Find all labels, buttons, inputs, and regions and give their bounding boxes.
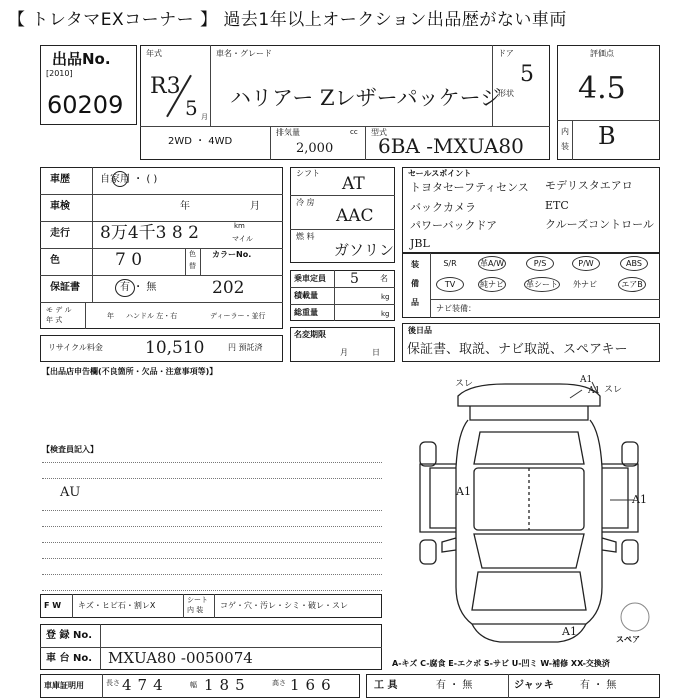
fw-label: F W xyxy=(44,601,62,610)
damage-mark: A1 xyxy=(632,493,647,506)
name-change-month: 月 xyxy=(340,348,348,357)
color-change-label-1: 色 xyxy=(189,250,196,258)
sales-point: モデリスタエアロ xyxy=(545,179,633,192)
shaken-year: 年 xyxy=(180,201,190,212)
reki-label: 車歴 xyxy=(50,174,70,185)
equip-abs: ABS xyxy=(620,256,648,271)
interior-label-2: 装 xyxy=(561,142,569,151)
equip-ps: P/S xyxy=(526,256,554,271)
equip-leather-aw: 革A/W xyxy=(478,256,506,271)
name-change-label: 名変期限 xyxy=(294,330,326,339)
equip-sr: S/R xyxy=(443,259,457,268)
colorno-value: 202 xyxy=(212,278,245,298)
capacity-unit: 名 xyxy=(380,274,388,283)
capacity-label: 乗車定員 xyxy=(294,274,326,283)
interior-value: B xyxy=(598,122,616,150)
shape-label: 形状 xyxy=(498,89,514,98)
score-label: 評価点 xyxy=(590,49,614,58)
warranty-value: 有 ・ 無 xyxy=(120,282,157,293)
damage-mark: A1 xyxy=(456,485,471,498)
damage-mark: A1 xyxy=(562,625,577,638)
fuel-label: 燃 料 xyxy=(296,232,315,241)
load-unit: kg xyxy=(381,293,390,301)
height-value: 166 xyxy=(290,676,337,694)
door-value: 5 xyxy=(520,62,534,87)
tools-label: 工 具 xyxy=(374,680,398,691)
seat-label-1: シート xyxy=(187,596,208,604)
sales-points-label: セールスポイント xyxy=(408,169,472,178)
seat-label-2: 内 装 xyxy=(187,606,204,614)
door-label: ドア xyxy=(498,49,514,58)
mileage-unit-mile: マイル xyxy=(232,235,253,243)
sales-point: JBL xyxy=(410,237,430,250)
warranty-label: 保証書 xyxy=(50,282,80,293)
reg-no-label: 登 録 No. xyxy=(46,630,93,641)
year-era: R3 xyxy=(150,74,181,99)
jack-value: 有 ・ 無 xyxy=(580,680,617,691)
color-change-label-2: 替 xyxy=(189,262,196,270)
equip-tv: TV xyxy=(436,277,464,292)
damage-mark: スレ xyxy=(604,385,623,395)
handle-label: ハンドル 左・右 xyxy=(126,312,178,320)
accessories-value: 保証書、取説、ナビ取説、スペアキー xyxy=(407,342,628,357)
equip-leather-seat: 革シート xyxy=(524,277,560,292)
equip-pw: P/W xyxy=(572,256,600,271)
tools-value: 有 ・ 無 xyxy=(436,680,473,691)
car-damage-diagram xyxy=(400,372,660,652)
dealer-label: ディーラー・並行 xyxy=(210,312,266,320)
length-value: 474 xyxy=(122,676,169,694)
interior-label-1: 内 xyxy=(561,127,569,136)
mileage-label: 走行 xyxy=(50,228,70,239)
equip-genuine-navi: 純ナビ xyxy=(478,277,506,292)
shift-value: AT xyxy=(342,174,365,194)
seller-notes-label: 【出品店申告欄(不良箇所・欠品・注意事項等)】 xyxy=(42,367,218,376)
name-label: 車名・グレード xyxy=(216,49,272,58)
displacement-unit: cc xyxy=(350,128,358,136)
sales-point: バックカメラ xyxy=(410,201,476,214)
gross-label: 総重量 xyxy=(294,308,318,317)
sales-point: パワーバックドア xyxy=(410,219,498,232)
lot-year-tag: [2010] xyxy=(46,69,73,78)
model-year-label-2: 年 式 xyxy=(46,316,63,324)
equipment-label-3: 品 xyxy=(411,298,419,307)
width-value: 185 xyxy=(204,676,251,694)
header-banner: 【 トレタマEXコーナー 】 過去1年以上オークション出品歴がない車両 xyxy=(0,0,700,34)
damage-mark: スレ xyxy=(455,379,474,389)
spare-label: スペア xyxy=(616,635,640,644)
color-value: 7 0 xyxy=(115,250,143,270)
name-value: ハリアー Zレザーパッケージ xyxy=(230,86,502,110)
sales-point: クルーズコントロール xyxy=(545,218,654,231)
accessories-label: 後日品 xyxy=(408,326,432,335)
displacement-value: 2,000 xyxy=(296,141,334,156)
sales-point: ETC xyxy=(545,199,569,212)
reki-value: 自家用 ・ ( ) xyxy=(100,174,158,185)
length-label: 長さ xyxy=(106,679,120,687)
private-use-circle xyxy=(112,171,128,187)
name-change-day: 日 xyxy=(372,348,380,357)
shift-label: シフト xyxy=(296,169,320,178)
score-value: 4.5 xyxy=(578,71,626,106)
month-unit: 月 xyxy=(201,113,208,121)
sales-point: トヨタセーフティセンス xyxy=(410,181,529,194)
lot-number: 60209 xyxy=(47,91,124,119)
width-label: 幅 xyxy=(190,681,197,689)
colorno-label: カラーNo. xyxy=(212,250,252,259)
model-label: 型式 xyxy=(371,128,387,137)
model-year-unit: 年 xyxy=(107,312,114,320)
damage-legend: A-キズ C-腐食 E-エクボ S-サビ U-凹ミ W-補修 XX-交換済 xyxy=(392,659,610,668)
gross-unit: kg xyxy=(381,310,390,318)
damage-mark: A1 xyxy=(580,375,593,385)
model-year-label-1: モ デ ル xyxy=(46,306,72,314)
cool-value: AAC xyxy=(336,206,374,226)
height-label: 高さ xyxy=(272,679,286,687)
fw-items: キズ・ヒビ石・割レX xyxy=(78,601,156,610)
year-month: 5 xyxy=(185,96,198,120)
equip-airbag: エアB xyxy=(618,277,646,292)
jack-label: ジャッキ xyxy=(514,680,554,691)
mileage-unit-km: km xyxy=(234,222,245,230)
fuel-value: ガソリン xyxy=(334,241,395,259)
year-label: 年式 xyxy=(146,49,162,58)
warranty-yes-circle xyxy=(115,279,135,297)
chassis-no-label: 車 台 No. xyxy=(46,653,93,664)
drive-label: 2WD ・ 4WD xyxy=(168,136,233,147)
equipment-label-1: 装 xyxy=(411,260,419,269)
recycle-unit: 円 預託済 xyxy=(228,343,263,352)
seat-items: コゲ・穴・汚レ・シミ・破レ・スレ xyxy=(220,601,348,610)
chassis-no-value: MXUA80 -0050074 xyxy=(108,649,253,667)
recycle-value: 10,510 xyxy=(145,338,205,358)
mileage-value: 8万4千3 8 2 xyxy=(100,223,199,243)
model-value: 6BA -MXUA80 xyxy=(378,134,524,158)
cert-label: 車庫証明用 xyxy=(44,681,84,690)
shaken-label: 車検 xyxy=(50,201,70,212)
inspector-notes-value: AU xyxy=(60,485,81,500)
cool-label: 冷 房 xyxy=(296,198,315,207)
shaken-month: 月 xyxy=(250,201,260,212)
damage-mark: A1 xyxy=(588,386,601,396)
color-label: 色 xyxy=(50,255,60,266)
spare-tire-icon xyxy=(621,603,649,631)
lot-number-label: 出品No. xyxy=(52,50,111,68)
load-label: 積載量 xyxy=(294,291,318,300)
recycle-label: リサイクル料金 xyxy=(48,343,103,352)
inspector-notes-label: 【検査員記入】 xyxy=(42,445,98,454)
capacity-value: 5 xyxy=(350,271,359,287)
displacement-label: 排気量 xyxy=(276,128,300,137)
equip-aftermarket-navi: 外ナビ xyxy=(573,280,597,289)
navi-equipment-label: ナビ装備： xyxy=(436,304,476,313)
equipment-label-2: 備 xyxy=(411,279,419,288)
